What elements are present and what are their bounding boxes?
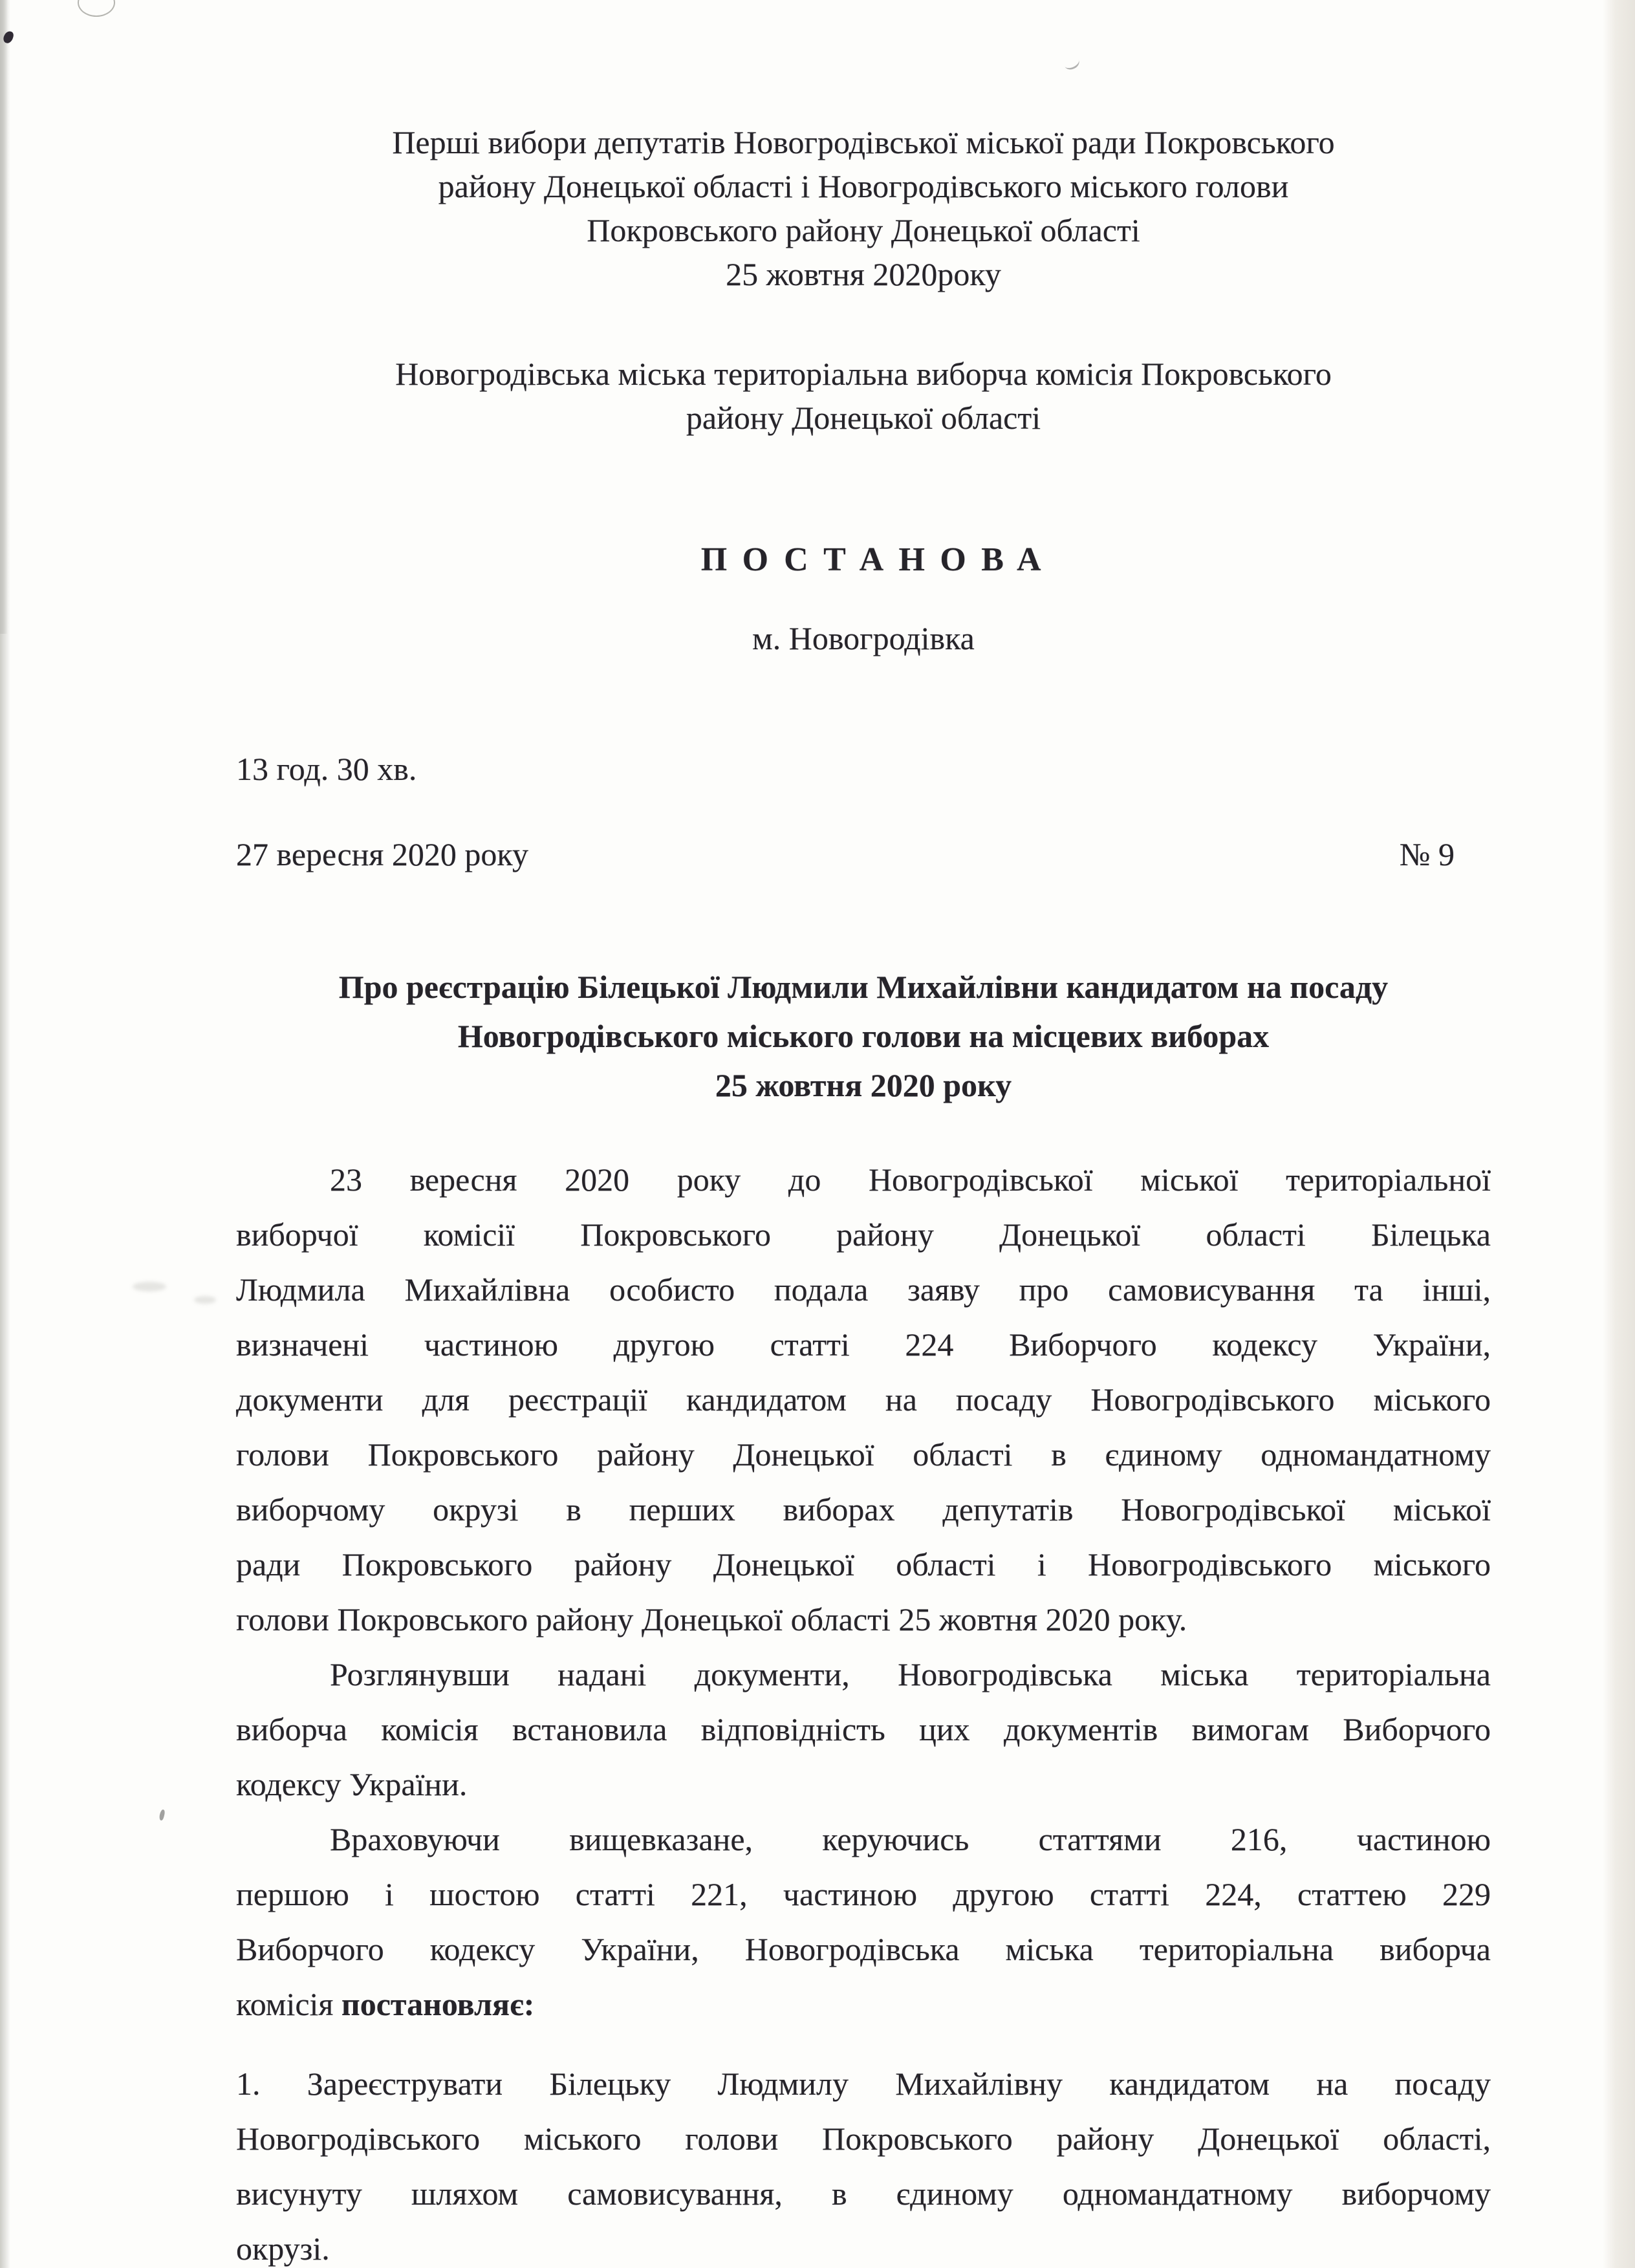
scan-squiggle-artifact bbox=[1062, 54, 1081, 72]
body-line: Людмила Михайлівна особисто подала заяву про самовисування та інші, bbox=[236, 1271, 1491, 1308]
scan-comma-artifact bbox=[158, 1809, 166, 1820]
body-line: окрузі. bbox=[236, 2230, 330, 2267]
body-line: визначені частиною другою статті 224 Виборчого кодексу України, bbox=[236, 1326, 1491, 1363]
body-line: виборчої комісії Покровського району Донецької області Білецька bbox=[236, 1216, 1491, 1253]
header-line: району Донецької області і Новогродівського міського голови bbox=[438, 168, 1289, 204]
paragraph-decision-1 bbox=[236, 2057, 1491, 2268]
body-line: ради Покровського району Донецької області і Новогродівського міського bbox=[236, 1546, 1491, 1582]
resolves-keyword: постановляє: bbox=[341, 1986, 535, 2022]
body-line: виборча комісія встановила відповідність цих документів вимогам Виборчого bbox=[236, 1711, 1491, 1747]
body-line: першою і шостою статті 221, частиною другою статті 224, статтею 229 bbox=[236, 1876, 1491, 1912]
body-line: 23 вересня 2020 року до Новогродівської міської територіальної bbox=[330, 1161, 1491, 1198]
body-line: Новогродівського міського голови Покровського району Донецької області, bbox=[236, 2121, 1491, 2157]
body-line: Виборчого кодексу України, Новогродівська міська територіальна виборча bbox=[236, 1931, 1491, 1967]
scan-circle-artifact bbox=[78, 0, 115, 17]
title-line: Про реєстрацію Білецької Людмили Михайлівни кандидатом на посаду bbox=[338, 969, 1389, 1005]
header-line: 25 жовтня 2020року bbox=[726, 256, 1001, 292]
paragraph-legal-basis bbox=[236, 1812, 1491, 2032]
title-line: 25 жовтня 2020 року bbox=[715, 1067, 1012, 1103]
scan-edge-left-top bbox=[0, 0, 8, 634]
date-number-row bbox=[236, 836, 1491, 873]
scan-smudge bbox=[194, 1296, 216, 1304]
body-line: голови Покровського району Донецької області 25 жовтня 2020 року. bbox=[236, 1601, 1187, 1637]
body-line: документи для реєстрації кандидатом на посаду Новогродівського міського bbox=[236, 1381, 1491, 1418]
header-line: Перші вибори депутатів Новогродівської міської ради Покровського bbox=[392, 124, 1335, 160]
paragraph-review bbox=[236, 1647, 1491, 1812]
scan-edge-right bbox=[1603, 0, 1635, 2268]
doc-type-heading: ПОСТАНОВА bbox=[700, 541, 1056, 578]
commission-name bbox=[236, 352, 1491, 440]
place-line: м. Новогродівка bbox=[752, 620, 975, 656]
body-line: Розглянувши надані документи, Новогродівська міська територіальна bbox=[330, 1656, 1491, 1692]
body-line: 1. Зареєструвати Білецьку Людмилу Михайлівну кандидатом на посаду bbox=[236, 2066, 1491, 2102]
paragraph-preamble bbox=[236, 1152, 1491, 1647]
body-line: кодексу України. bbox=[236, 1766, 468, 1802]
title-line: Новогродівського міського голови на місцевих виборах bbox=[457, 1018, 1270, 1054]
body-line: виборчому окрузі в перших виборах депутатів Новогродівської міської bbox=[236, 1491, 1491, 1528]
body-line-text: комісія bbox=[236, 1986, 341, 2022]
body-line: голови Покровського району Донецької області в єдиному одномандатному bbox=[236, 1436, 1491, 1473]
election-header bbox=[236, 120, 1491, 296]
header-line: Покровського району Донецької області bbox=[587, 212, 1140, 248]
body-line bbox=[236, 1977, 1491, 2032]
session-time: 13 год. 30 хв. bbox=[236, 751, 417, 787]
resolution-title bbox=[236, 962, 1491, 1110]
session-date: 27 вересня 2020 року bbox=[236, 836, 528, 872]
body-line: Враховуючи вищевказане, керуючись статтями 216, частиною bbox=[330, 1821, 1491, 1857]
resolution-body bbox=[236, 1152, 1491, 2268]
body-line: висунуту шляхом самовисування, в єдиному одномандатному виборчому bbox=[236, 2176, 1491, 2212]
scan-smudge bbox=[133, 1282, 166, 1291]
doc-number: № 9 bbox=[1399, 836, 1455, 872]
commission-line: району Донецької області bbox=[686, 400, 1041, 436]
commission-line: Новогродівська міська територіальна виборча комісія Покровського bbox=[395, 356, 1332, 392]
